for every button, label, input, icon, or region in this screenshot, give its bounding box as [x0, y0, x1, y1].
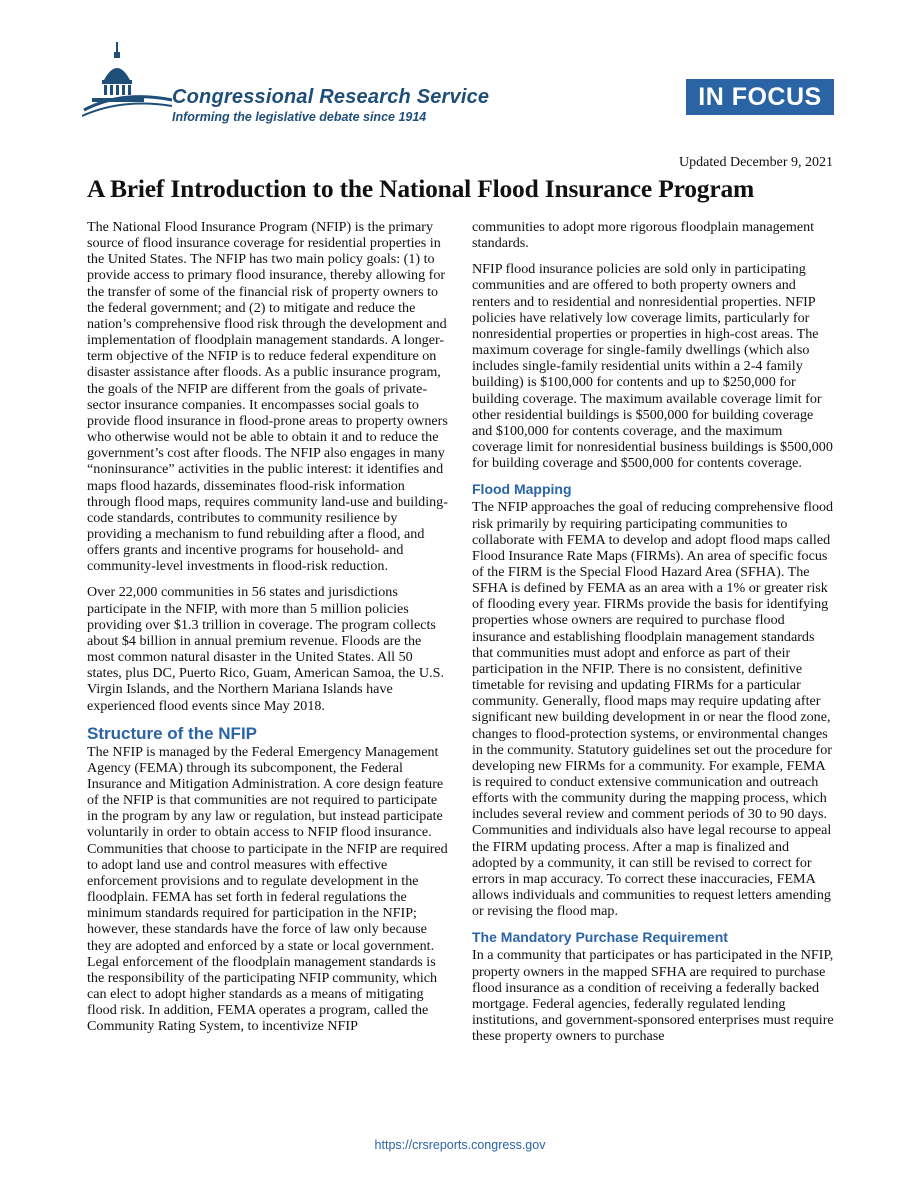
org-tagline: Informing the legislative debate since 1914	[172, 110, 427, 124]
capitol-dome-logo-icon	[82, 40, 174, 122]
updated-date: Updated December 9, 2021	[679, 155, 833, 170]
page-header	[0, 0, 920, 140]
structure-continued-paragraph: communities to adopt more rigorous floodplain management standards.	[472, 219, 815, 252]
section-heading-mandatory-purchase: The Mandatory Purchase Requirement	[472, 929, 728, 946]
flood-mapping-paragraph: The NFIP approaches the goal of reducing comprehensive flood risk primarily by requiring participating communities to collaborate with FEMA to develop and adopt flood maps called Flood Insurance Rate Maps (FIRMs). An area of specific focus of the FIRM is the Special Flood Hazard Area (SFHA). The SFHA is defined by FEMA as an area with a 1% or greater risk of flooding every year. FIRMs provide the basis for identifying properties whose owners are required to purchase flood insurance and establishing floodplain management standards that communities must adopt and enforce as part of their participation in the NFIP. There is no consistent, definitive timetable for revising and updating FIRMs for a particular community. Generally, flood maps may require updating after significant new building development in or near the flood zone, changes to flood-protection systems, or environmental changes in the community. Statutory guidelines set out the procedure for developing new FIRMs for a community. For example, FEMA is required to conduct extensive communication and outreach efforts with the community during the mapping process, which includes several review and comment periods of 30 to 90 days. Communities and individuals also have legal recourse to appeal the FIRM updating process. After a map is finalized and adopted by a community, it can still be revised to correct for errors in map accuracy. To correct these inaccuracies, FEMA allows individuals and communities to request letters amending or revising the flood map.	[472, 499, 834, 920]
right-column	[472, 219, 834, 1054]
org-name: Congressional Research Service	[172, 86, 490, 108]
mandatory-purchase-paragraph: In a community that participates or has participated in the NFIP, property owners in the mapped SFHA are required to purchase flood insurance as a condition of receiving a federally backed mortgage. Federal agencies, federally regulated lending institutions, and government-sponsored enterprises must require these property owners to purchase	[472, 947, 834, 1045]
structure-paragraph: The NFIP is managed by the Federal Emergency Management Agency (FEMA) through its subcomponent, the Federal Insurance and Mitigation Administration. A core design feature of the NFIP is that communities are not required to participate in the program by any law or regulation, but instead participate voluntarily in order to obtain access to NFIP flood insurance. Communities that choose to participate in the NFIP are required to adopt land use and control measures with effective enforcement provisions and to regulate development in the floodplain. FEMA has set forth in federal regulations the minimum standards required for participation in the NFIP; however, these standards have the force of law only because they are adopted and enforced by a state or local government. Legal enforcement of the floodplain management standards is the responsibility of the participating NFIP community, which can elect to adopt higher standards as a means of mitigating flood risk. In addition, FEMA operates a program, called the Community Rating System, to incentivize NFIP	[87, 743, 448, 1035]
participation-paragraph: Over 22,000 communities in 56 states and jurisdictions participate in the NFIP, with more than 5 million policies providing over $1.3 trillion in coverage. The program collects about $4 billion in annual premium revenue. Floods are the most common natural disaster in the United States. All 50 states, plus DC, Puerto Rico, Guam, American Samoa, the U.S. Virgin Islands, and the Northern Mariana Islands have experienced flood events since May 2018.	[87, 584, 444, 714]
left-column	[87, 219, 449, 1045]
intro-paragraph: The National Flood Insurance Program (NFIP) is the primary source of flood insurance coverage for residential properties in the United States. The NFIP has two main policy goals: (1) to provide access to primary flood insurance, thereby allowing for the transfer of some of the financial risk of property owners to the federal government; and (2) to mitigate and reduce the nation’s comprehensive flood risk through the development and implementation of floodplain management standards. A longer-term objective of the NFIP is to reduce federal expenditure on disaster assistance after floods. As a public insurance program, the goals of the NFIP are different from the goals of private-sector insurance companies. It encompasses social goals to provide flood insurance in flood-prone areas to property owners who otherwise would not be able to obtain it and to reduce the government’s cost after floods. The NFIP also engages in many “noninsurance” activities in the public interest: it identifies and maps flood hazards, disseminates flood-risk information through flood maps, requires community land-use and building-code standards, contributes to community resilience by providing a mechanism to fund rebuilding after a flood, and offers grants and incentive programs for household- and community-level investments in flood-risk reduction.	[87, 219, 448, 575]
section-heading-structure: Structure of the NFIP	[87, 723, 258, 743]
in-focus-badge: IN FOCUS	[686, 79, 834, 115]
footer-url-link[interactable]: https://crsreports.congress.gov	[374, 1138, 546, 1152]
section-heading-flood-mapping: Flood Mapping	[472, 481, 572, 498]
policies-paragraph: NFIP flood insurance policies are sold only in participating communities and are offered to both property owners and renters and to residential and nonresidential properties. NFIP policies have relatively low coverage limits, particularly for nonresidential properties or properties in high-cost areas. The maximum coverage for single-family dwellings (which also includes single-family residential units within a 2-4 family building) is $100,000 for contents and up to $250,000 for building coverage. The maximum available coverage limit for other residential buildings is $500,000 for building coverage and $100,000 for contents coverage, and the maximum coverage limit for nonresidential business buildings is $500,000 for building coverage and $500,000 for contents coverage.	[472, 261, 833, 472]
document-title: A Brief Introduction to the National Flood Insurance Program	[87, 174, 755, 203]
